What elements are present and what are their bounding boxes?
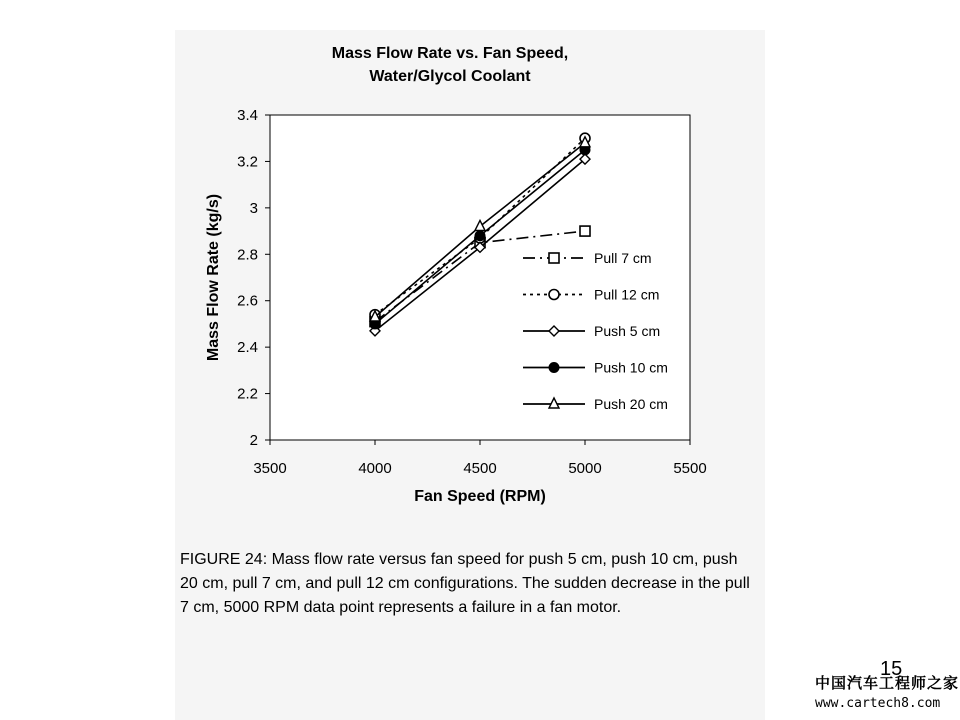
watermark-text: 中国汽车工程师之家	[815, 674, 960, 692]
chart-title-line2: Water/Glycol Coolant	[369, 68, 531, 85]
y-tick-label: 2.2	[237, 385, 258, 403]
x-tick-label: 3500	[253, 460, 287, 477]
data-point	[580, 226, 590, 236]
figure-caption: FIGURE 24: Mass flow rate versus fan speed for push 5 cm, push 10 cm, push 20 cm, pull 7 cm, and pull 12 cm configurations. The sudden decrease in the pull 7 cm, 5000 RPM data point represents a failure in a fan motor.	[180, 551, 750, 616]
x-axis-label: Fan Speed (RPM)	[414, 488, 546, 505]
legend-label: Pull 12 cm	[594, 286, 660, 303]
y-tick-label: 3	[249, 199, 258, 217]
legend-item	[519, 320, 669, 342]
data-point	[549, 363, 559, 373]
data-point	[549, 253, 559, 263]
y-axis-label: Mass Flow Rate (kg/s)	[205, 193, 222, 362]
y-tick-label: 3.2	[237, 153, 258, 171]
x-tick-label: 4000	[358, 460, 392, 477]
x-tick-label: 4500	[463, 460, 497, 477]
legend-label: Pull 7 cm	[594, 250, 652, 266]
y-tick-label: 2.8	[237, 246, 258, 264]
y-tick-label: 2.4	[237, 339, 258, 357]
data-point	[549, 290, 559, 300]
legend-item	[519, 357, 669, 379]
x-tick-label: 5000	[568, 460, 602, 477]
legend-label: Push 10 cm	[594, 359, 668, 376]
legend-item	[519, 284, 669, 306]
legend-label: Push 5 cm	[594, 323, 661, 339]
legend-item	[519, 393, 669, 415]
data-point	[475, 231, 485, 241]
legend-item	[519, 247, 669, 269]
plot-area	[270, 115, 690, 440]
legend-label: Push 20 cm	[594, 396, 668, 412]
chart-title-line1: Mass Flow Rate vs. Fan Speed,	[331, 45, 569, 62]
y-tick-label: 2.6	[237, 292, 258, 310]
slide-number: 15	[880, 658, 903, 680]
x-tick-label: 5500	[673, 460, 707, 477]
y-tick-label: 2	[249, 432, 258, 449]
watermark-url: www.cartech8.com	[815, 696, 941, 711]
y-tick-label: 3.4	[237, 107, 258, 124]
